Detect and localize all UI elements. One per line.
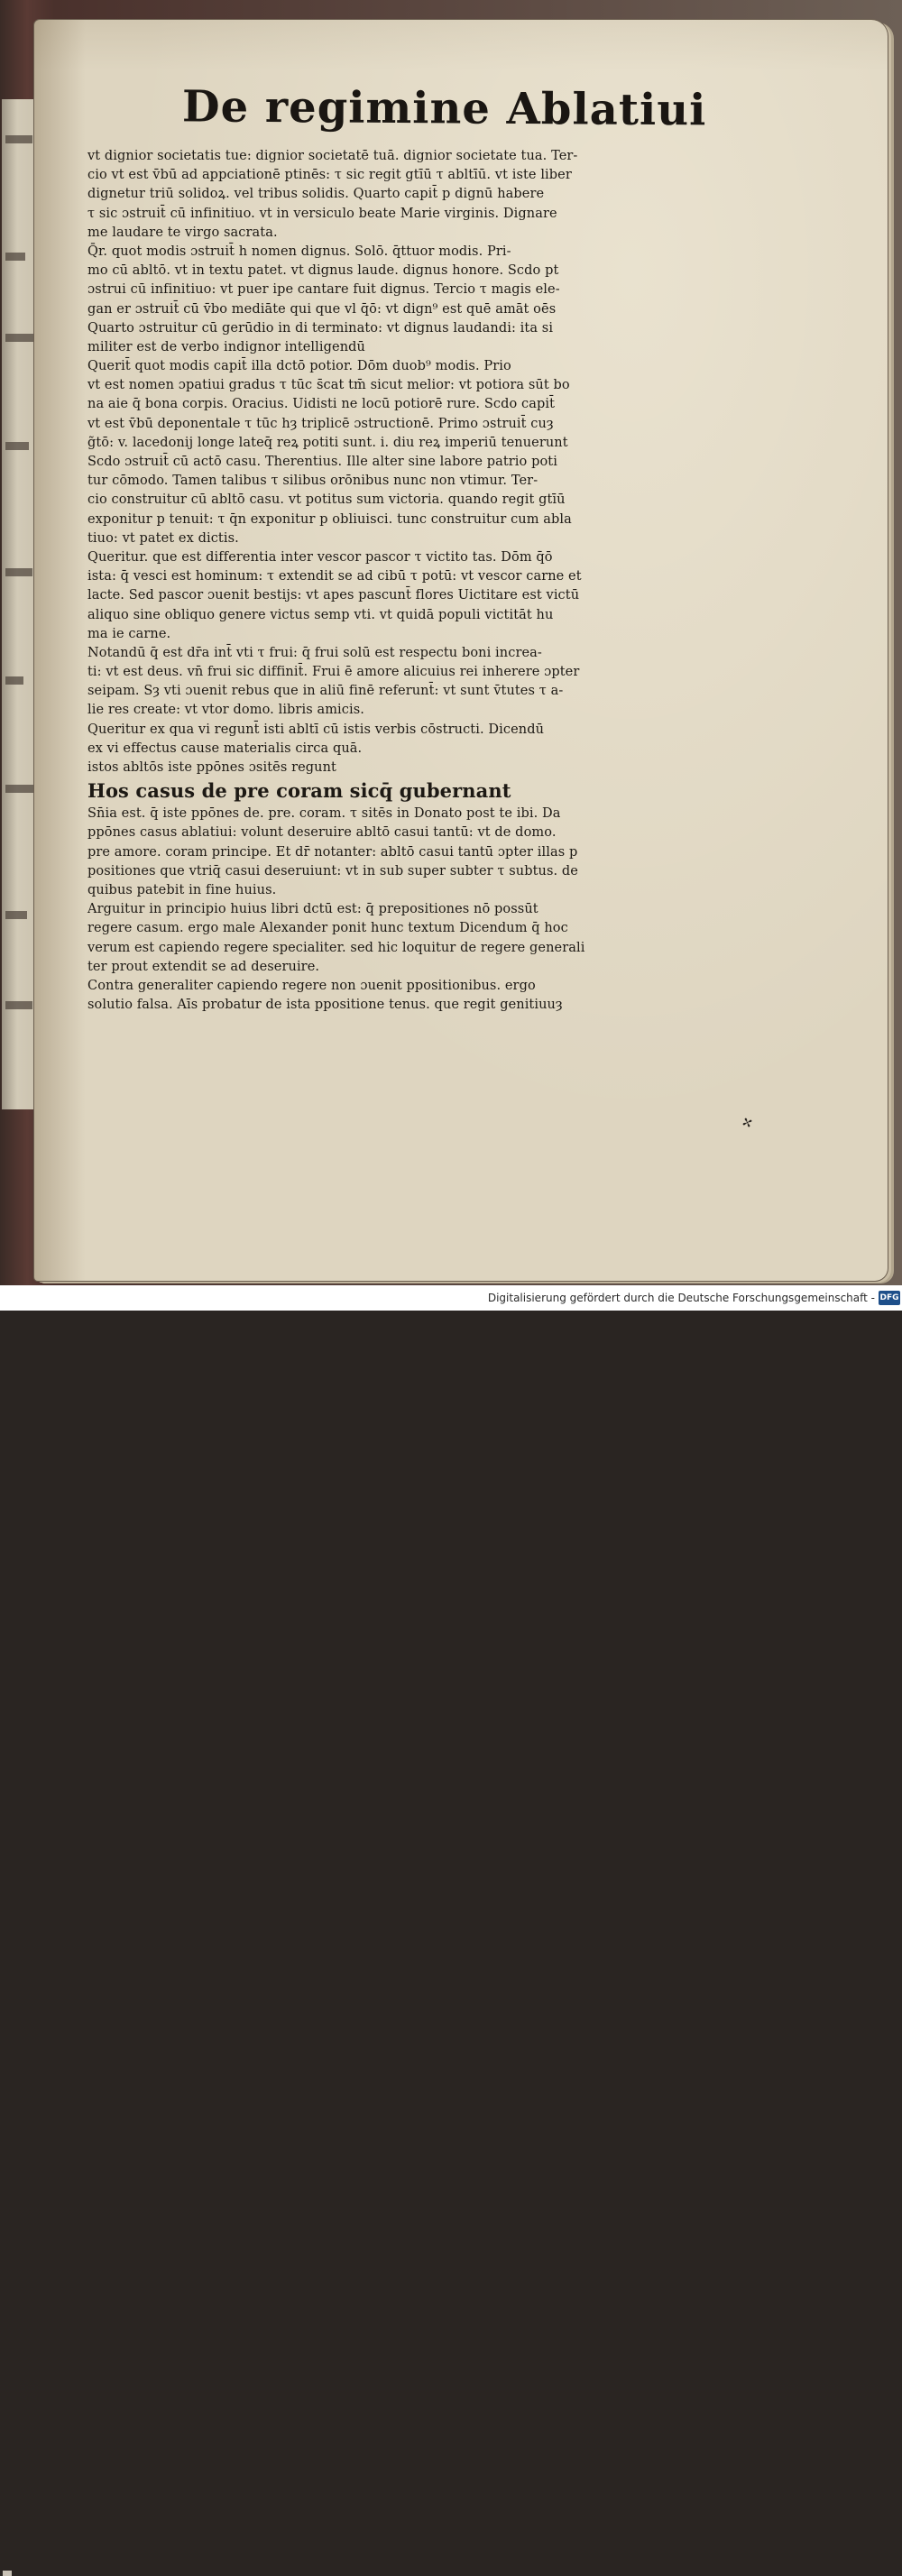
text-line: vt dignior societatis tue: dignior societatē tuā. dignior societate tua. Ter- xyxy=(87,149,578,163)
text-line: gan er ɔstruit̄ cū v̄bo mediāte qui que vl q̄ō: vt dign⁹ est quē amāt oēs xyxy=(87,301,557,317)
text-line: vt est nomen ɔpatiui gradus τ tūc s̄cat tm̄ sicut melior: vt potiora sūt bo xyxy=(87,378,570,393)
text-line: istos abltōs iste ppōnes ɔsitēs regunt xyxy=(87,760,336,775)
text-line: militer est de verbo indignor intelligendū xyxy=(87,339,365,354)
text-line: ɔstrui cū infinitiuo: vt puer ipe cantare fuit dignus. Tercio τ magis ele- xyxy=(87,282,560,298)
dfg-logo-icon: DFG xyxy=(879,1291,900,1305)
text-line: Contra generaliter capiendo regere non ɔuenit ppositionibus. ergo xyxy=(87,978,536,993)
text-line: g̃tō: v. lacedonij longe lateq̄ reꝝ potiti sunt. i. diu reꝝ imperiū tenuerunt xyxy=(87,435,568,450)
text-line: lie res create: vt vtor domo. libris amicis. xyxy=(87,703,364,718)
text-line: Hos casus de pre coram sicq̄ gubernant xyxy=(87,779,511,803)
text-line: mo cū abltō. vt in textu patet. vt dignus laude. dignus honore. Scdo pt xyxy=(87,263,559,279)
text-line: lacte. Sed pascor ɔuenit bestijs: vt apes pascunt̄ flores Uictitare est victū xyxy=(87,588,580,603)
text-line: positiones que vtriq̄ casui deseruiunt: vt in sub super subter τ subtus. de xyxy=(87,863,578,879)
text-line: tur cōmodo. Tamen talibus τ silibus orōnibus nunc non vtimur. Ter- xyxy=(87,474,538,489)
text-line: Arguitur in principio huius libri dctū est: q̄ prepositiones nō possūt xyxy=(87,902,538,917)
text-line: ma ie carne. xyxy=(87,626,171,641)
text-line: na aie q̄ bona corpis. Oracius. Uidisti ne locū potiorē rure. Scdo capit̄ xyxy=(87,397,556,412)
text-line: dignetur triū solidoꝝ. vel tribus solidis. Quarto capit̄ p dignū habere xyxy=(87,187,545,202)
text-line: vt est v̄bū deponentale τ tūc hȝ triplicē ɔstructionē. Primo ɔstruit̄ cuȝ xyxy=(87,416,554,431)
text-line: Queritur. que est differentia inter vescor pascor τ victito tas. Dōm q̄ō xyxy=(87,549,553,565)
text-line: exponitur p tenuit: τ q̄n exponitur p obliuisci. tunc construitur cum abla xyxy=(87,511,572,527)
text-line: Scdo ɔstruit̄ cū actō casu. Therentius. Ille alter sine labore patrio poti xyxy=(87,455,557,469)
text-line: Sn̄ia est. q̄ iste ppōnes de. pre. coram. τ sitēs in Donato post te ibi. Da xyxy=(87,806,561,822)
text-line: Q̄r. quot modis ɔstruit̄ h nomen dignus. Solō. q̄ttuor modis. Pri- xyxy=(87,244,511,259)
text-line: ti: vt est deus. vn̄ frui sic diffinit̄. Frui ē amore alicuius rei inherere ɔpter xyxy=(87,665,580,680)
ink-mark: ✢ xyxy=(740,1114,756,1133)
text-line: aliquo sine obliquo genere victus semp vti. vt quidā populi victitāt hu xyxy=(87,607,554,622)
body-text xyxy=(87,147,674,1015)
text-line: cio vt est v̄bū ad appciationē ptinēs: τ sic regit gtīū τ abltīū. vt iste liber xyxy=(87,168,572,183)
footer-credit: Digitalisierung gefördert durch die Deutsche Forschungsgemeinschaft - xyxy=(487,1292,875,1304)
text-line: pre amore. coram principe. Et dr̄ notanter: abltō casui tantū ɔpter illas p xyxy=(87,844,578,860)
text-line: me laudare te virgo sacrata. xyxy=(87,225,278,240)
footer-bar xyxy=(0,1285,902,1311)
page-title: De regimine Ablatiui xyxy=(181,81,707,136)
text-line: Quarto ɔstruitur cū gerūdio in di terminato: vt dignus laudandi: ita si xyxy=(87,320,554,336)
text-line: ppōnes casus ablatiui: volunt deseruire abltō casui tantū: vt de domo. xyxy=(87,825,557,841)
text-line: seipam. Sȝ vti ɔuenit rebus que in aliū finē referunt̄: vt sunt v̄tutes τ a- xyxy=(87,684,564,699)
text-line: quibus patebit in fine huius. xyxy=(87,882,277,897)
text-line: Queritur ex qua vi regunt̄ isti abltī cū istis verbis cōstructi. Dicendū xyxy=(87,722,545,737)
text-line: solutio falsa. Aīs probatur de ista ppositione tenus. que regit genitiuuȝ xyxy=(87,998,563,1013)
text-line: Querit̄ quot modis capit̄ illa dctō potior. Dōm duob⁹ modis. Prio xyxy=(87,359,511,374)
text-line: ter prout extendit se ad deseruire. xyxy=(87,959,320,974)
text-line: cio construitur cū abltō casu. vt potitus sum victoria. quando regit gtīū xyxy=(87,492,566,508)
text-line: τ sic ɔstruit̄ cū infinitiuo. vt in versiculo beate Marie virginis. Dignare xyxy=(87,206,557,221)
text-line: verum est capiendo regere specialiter. sed hic loquitur de regere generali xyxy=(87,940,585,955)
text-line: tiuo: vt patet ex dictis. xyxy=(87,530,239,546)
color-scale xyxy=(3,2571,12,2576)
text-line: ista: q̄ vesci est hominum: τ extendit se ad cibū τ potū: vt vescor carne et xyxy=(87,569,582,584)
text-line: Notandū q̄ est dr̄a int̄ vti τ frui: q̄ frui solū est respectu boni increa- xyxy=(87,645,542,660)
text-line: ex vi effectus cause materialis circa quā. xyxy=(87,741,363,756)
text-line: regere casum. ergo male Alexander ponit hunc textum Dicendum q̄ hoc xyxy=(87,921,568,936)
